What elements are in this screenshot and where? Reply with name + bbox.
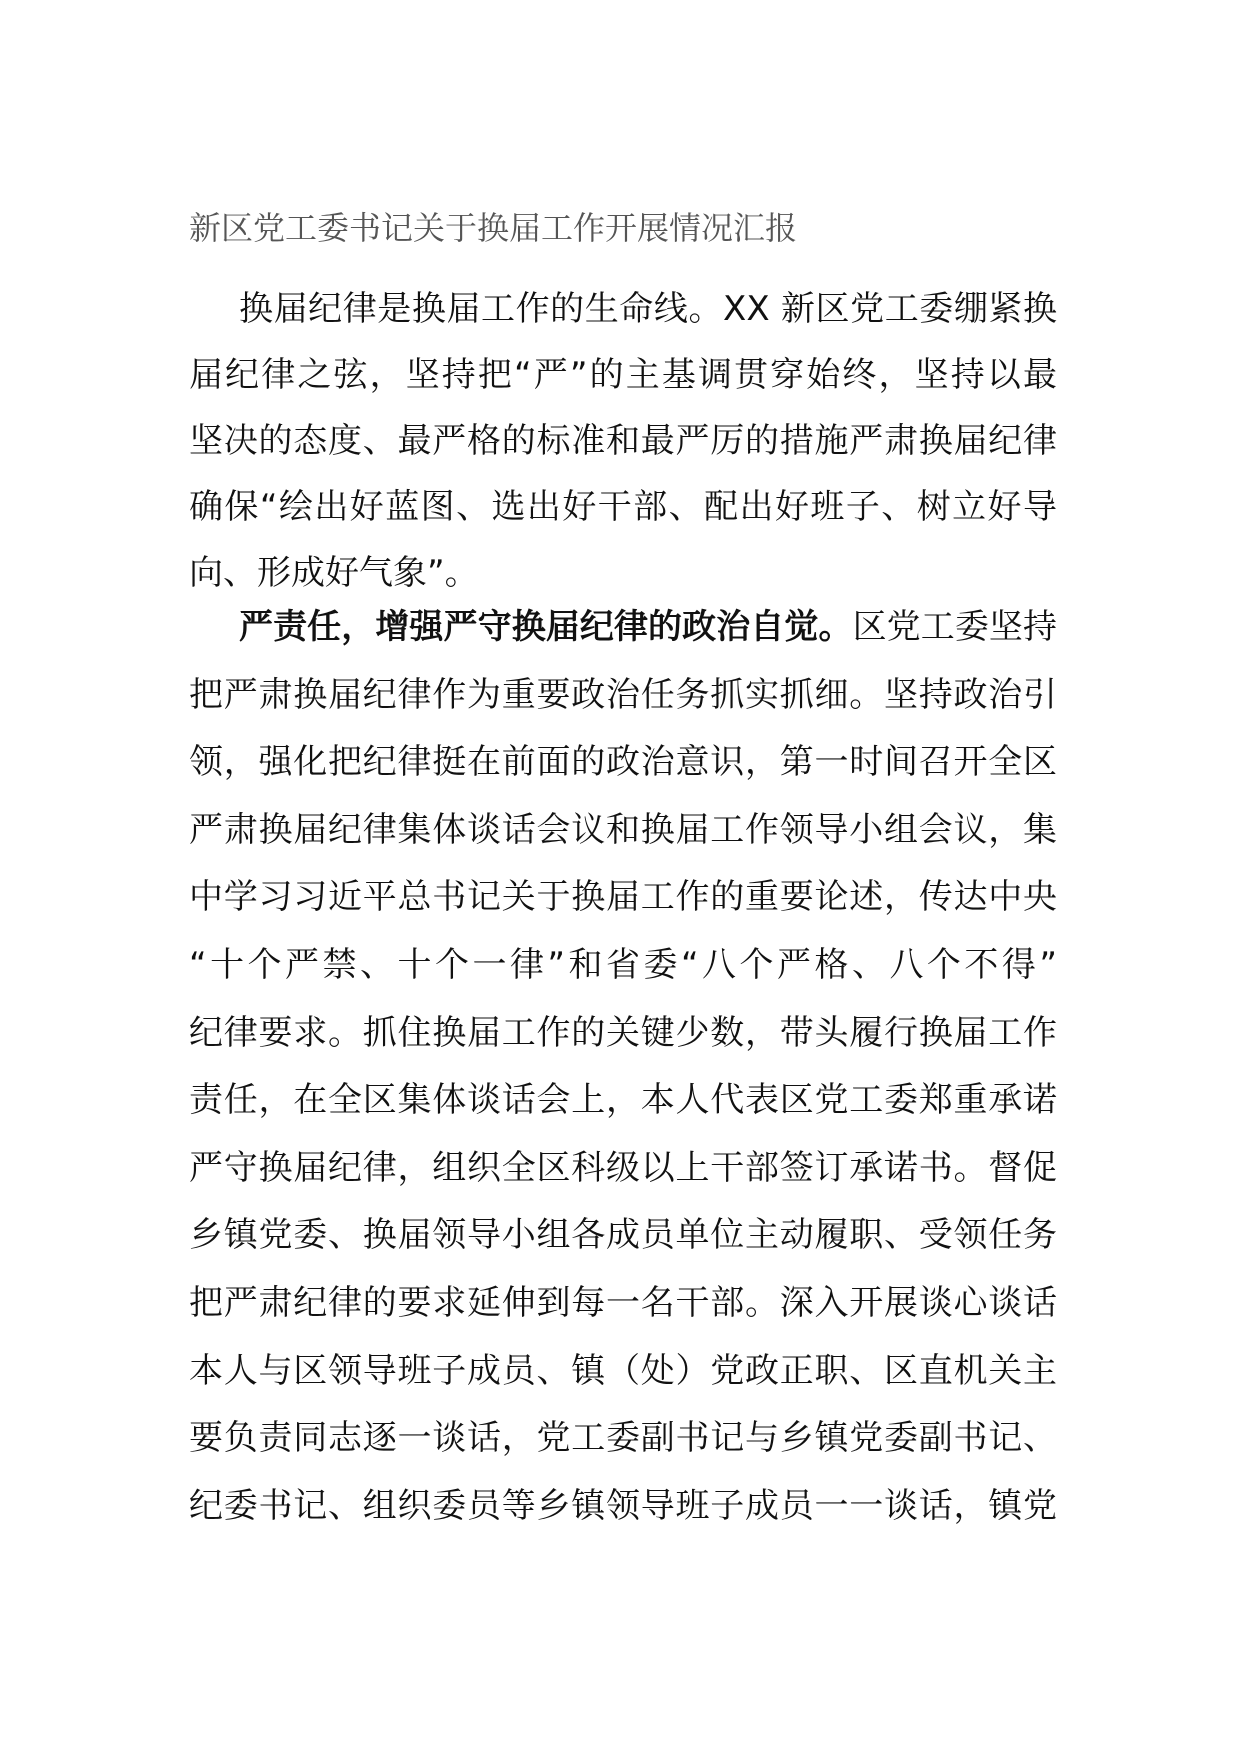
text-line: 向、形成好气象”。	[189, 553, 479, 593]
text-line: 届纪律之弦，坚持把“严”的主基调贯穿始终，坚持以最	[189, 355, 1057, 395]
text-line: 换届纪律是换届工作的生命线。XX 新区党工委绷紧换	[239, 289, 1057, 329]
text-line: 纪委书记、组织委员等乡镇领导班子成员一一谈话，镇党	[189, 1485, 1057, 1526]
text-line: 把严肃换届纪律作为重要政治任务抓实抓细。坚持政治引	[189, 674, 1057, 715]
text-line: 责任，在全区集体谈话会上，本人代表区党工委郑重承诺	[189, 1080, 1057, 1121]
text-line: 严守换届纪律，组织全区科级以上干部签订承诺书。督促	[189, 1147, 1057, 1188]
text-line: 中学习习近平总书记关于换届工作的重要论述，传达中央	[189, 877, 1057, 918]
text-line: 乡镇党委、换届领导小组各成员单位主动履职、受领任务	[189, 1215, 1057, 1256]
text-line: 确保“绘出好蓝图、选出好干部、配出好班子、树立好导	[189, 487, 1057, 527]
paragraph-intro	[189, 276, 1057, 606]
section-heading: 严责任，增强严守换届纪律的政治自觉。	[239, 607, 853, 647]
text-line: 纪律要求。抓住换届工作的关键少数，带头履行换届工作	[189, 1012, 1057, 1053]
text-line	[189, 594, 1057, 662]
paragraph-responsibility	[189, 594, 1057, 1540]
document-title: 新区党工委书记关于换届工作开展情况汇报	[189, 209, 798, 247]
text-line: 要负责同志逐一谈话，党工委副书记与乡镇党委副书记、	[189, 1418, 1057, 1459]
text-fragment: 区党工委坚持	[852, 607, 1058, 647]
text-line: 本人与区领导班子成员、镇（处）党政正职、区直机关主	[189, 1350, 1057, 1391]
text-line: 领，强化把纪律挺在前面的政治意识，第一时间召开全区	[189, 742, 1057, 783]
text-line: “十个严禁、十个一律”和省委“八个严格、八个不得”	[189, 944, 1057, 985]
text-line: 坚决的态度、最严格的标准和最严厉的措施严肃换届纪律	[189, 421, 1057, 461]
text-line: 严肃换届纪律集体谈话会议和换届工作领导小组会议，集	[189, 809, 1057, 850]
text-line: 把严肃纪律的要求延伸到每一名干部。深入开展谈心谈话	[189, 1282, 1057, 1323]
